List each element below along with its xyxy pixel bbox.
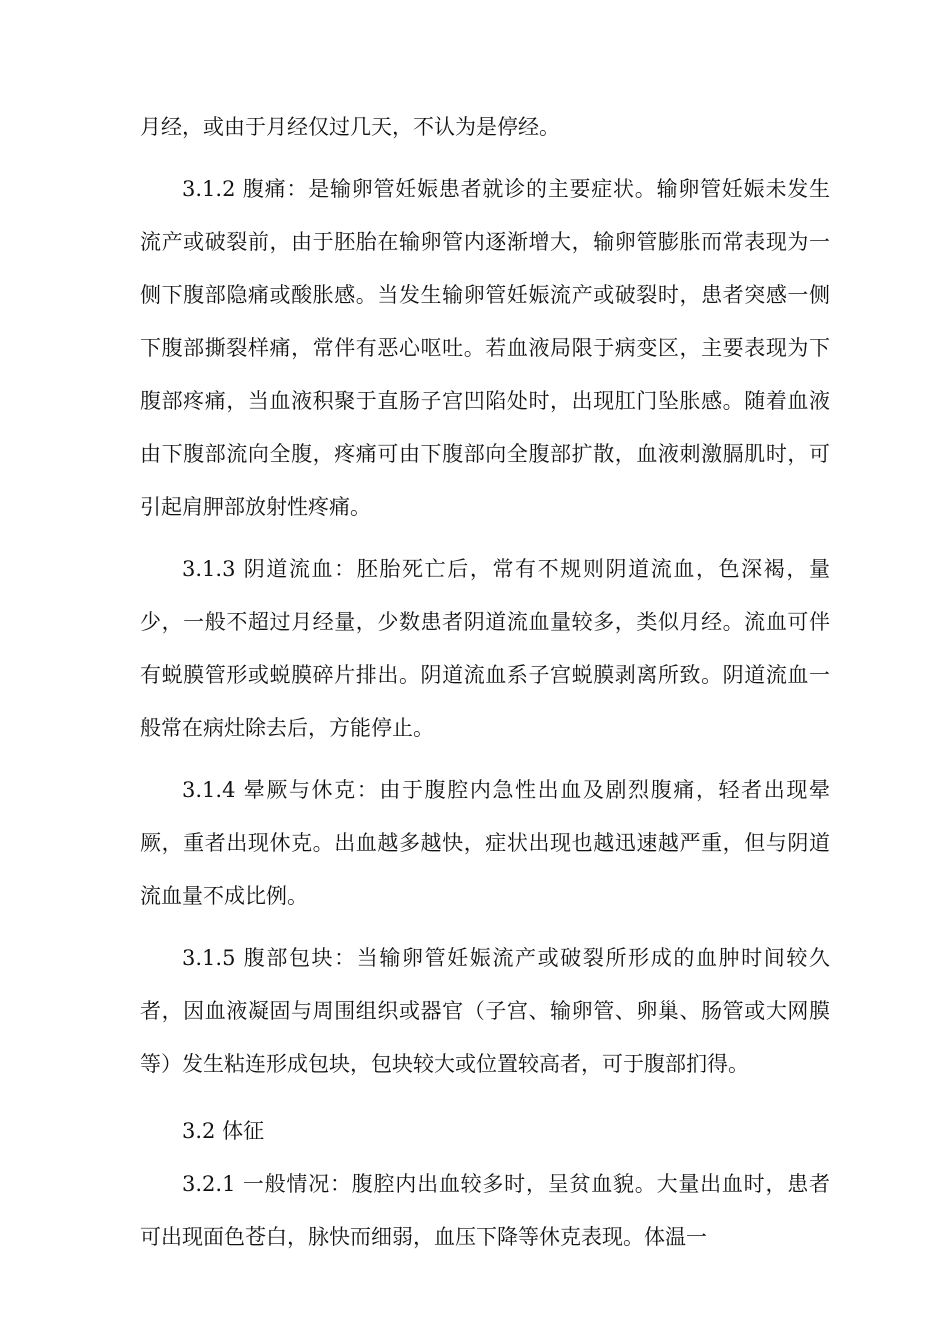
paragraph-general-condition: 3.2.1 一般情况：腹腔内出血较多时，呈贫血貌。大量出血时，患者可出现面色苍白，脉快而细弱，血压下降等休克表现。体温一	[140, 1172, 830, 1249]
paragraph-syncope-shock: 3.1.4 晕厥与休克：由于腹腔内急性出血及剧烈腹痛，轻者出现晕厥，重者出现休克。出血越多越快，症状出现也越迅速越严重，但与阴道流血量不成比例。	[140, 778, 830, 908]
paragraph-abdominal-pain: 3.1.2 腹痛：是输卵管妊娠患者就诊的主要症状。输卵管妊娠未发生流产或破裂前，由于胚胎在输卵管内逐渐增大，输卵管膨胀而常表现为一侧下腹部隐痛或酸胀感。当发生输卵管妊娠流产或破裂时，患者突感一侧下腹部撕裂样痛，常伴有恶心呕吐。若血液局限于病变区，主要表现为下腹部疼痛，当血液积聚于直肠子宫凹陷处时，出现肛门坠胀感。随着血液由下腹部流向全腹，疼痛可由下腹部向全腹部扩散，血液刺激膈肌时，可引起肩胛部放射性疼痛。	[140, 177, 830, 519]
paragraph-continuation: 月经，或由于月经仅过几天，不认为是停经。	[140, 115, 560, 139]
paragraph-abdominal-mass: 3.1.5 腹部包块：当输卵管妊娠流产或破裂所形成的血肿时间较久者，因血液凝固与周围组织或器官（子宫、输卵管、卵巢、肠管或大网膜等）发生粘连形成包块，包块较大或位置较高者，可于腹部扪得。	[140, 946, 830, 1076]
section-heading-signs: 3.2 体征	[182, 1119, 265, 1143]
paragraph-vaginal-bleeding: 3.1.3 阴道流血：胚胎死亡后，常有不规则阴道流血，色深褐，量少，一般不超过月经量，少数患者阴道流血量较多，类似月经。流血可伴有蜕膜管形或蜕膜碎片排出。阴道流血系子宫蜕膜剥离所致。阴道流血一般常在病灶除去后，方能停止。	[140, 557, 830, 740]
document-page	[140, 101, 830, 1264]
